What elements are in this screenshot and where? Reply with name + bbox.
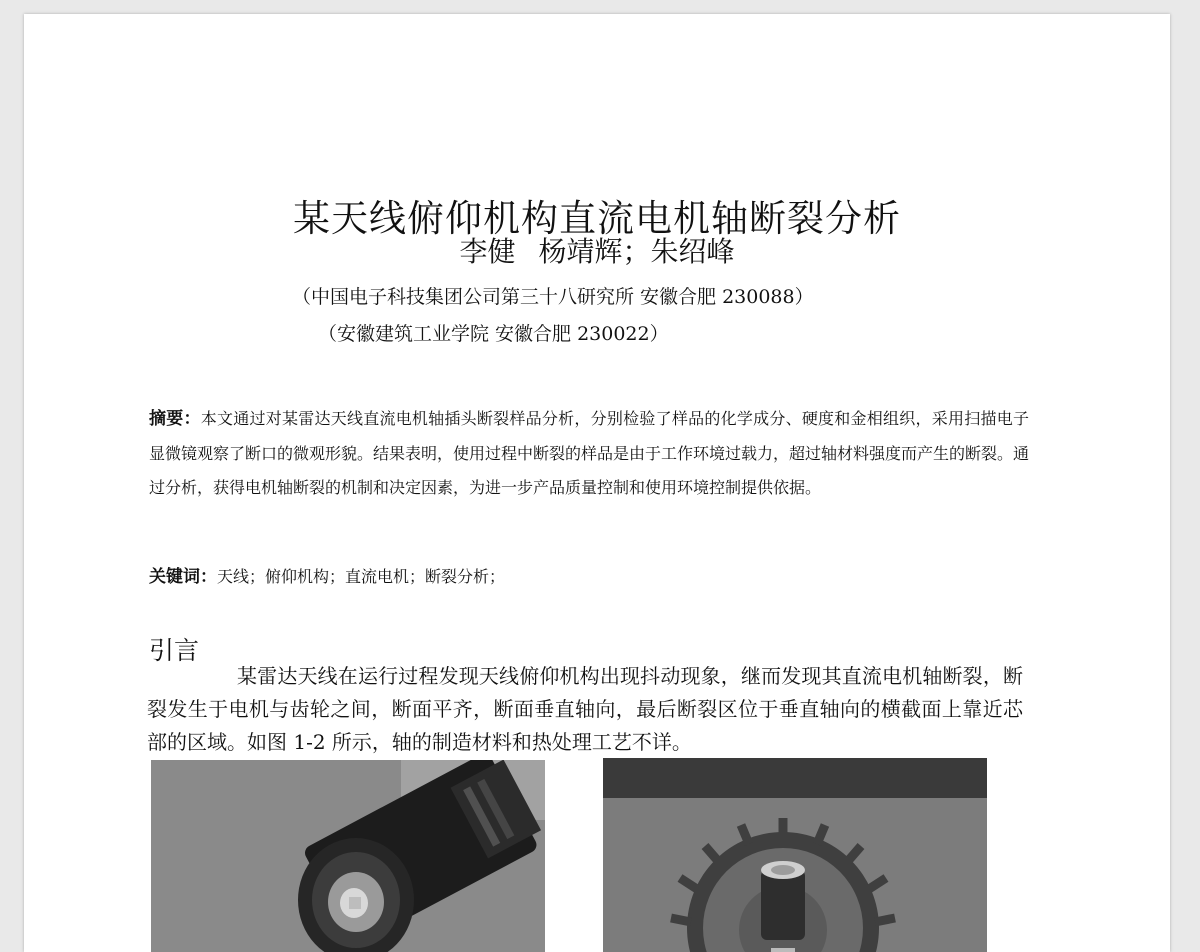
figure-motor-shaft-photo bbox=[151, 760, 545, 952]
abstract bbox=[149, 402, 1029, 506]
keywords bbox=[149, 562, 505, 587]
figure-gear-photo bbox=[603, 758, 987, 952]
abstract-text: 本文通过对某雷达天线直流电机轴插头断裂样品分析，分别检验了样品的化学成分、硬度和金相组织，采用扫描电子显微镜观察了断口的微观形貌。结果表明，使用过程中断裂的样品是由于工作环境过载力，超过轴材料强度而产生的断裂。通过分析，获得电机轴断裂的机制和决定因素，为进一步产品质量控制和使用环境控制提供依据。 bbox=[149, 409, 1030, 497]
abstract-label: 摘要： bbox=[149, 409, 201, 429]
affiliation-2: （安徽建筑工业学院 安徽合肥 230022） bbox=[318, 323, 669, 345]
keywords-text: 天线；俯仰机构；直流电机；断裂分析； bbox=[217, 567, 506, 586]
affiliation-1: （中国电子科技集团公司第三十八研究所 安徽合肥 230088） bbox=[292, 286, 814, 308]
section-title-intro: 引言 bbox=[149, 636, 200, 665]
intro-paragraph: 某雷达天线在运行过程发现天线俯仰机构出现抖动现象，继而发现其直流电机轴断裂，断裂发生于电机与齿轮之间，断面平齐，断面垂直轴向，最后断裂区位于垂直轴向的横截面上靠近芯部的区域。如图 1-2 所示，轴的制造材料和热处理工艺不详。 bbox=[147, 664, 1023, 754]
keywords-label: 关键词： bbox=[149, 567, 217, 587]
paper-title: 某天线俯仰机构直流电机轴断裂分析 bbox=[293, 197, 901, 240]
paper-authors: 李健 杨靖辉；朱绍峰 bbox=[459, 235, 735, 268]
paper-page bbox=[24, 14, 1170, 952]
